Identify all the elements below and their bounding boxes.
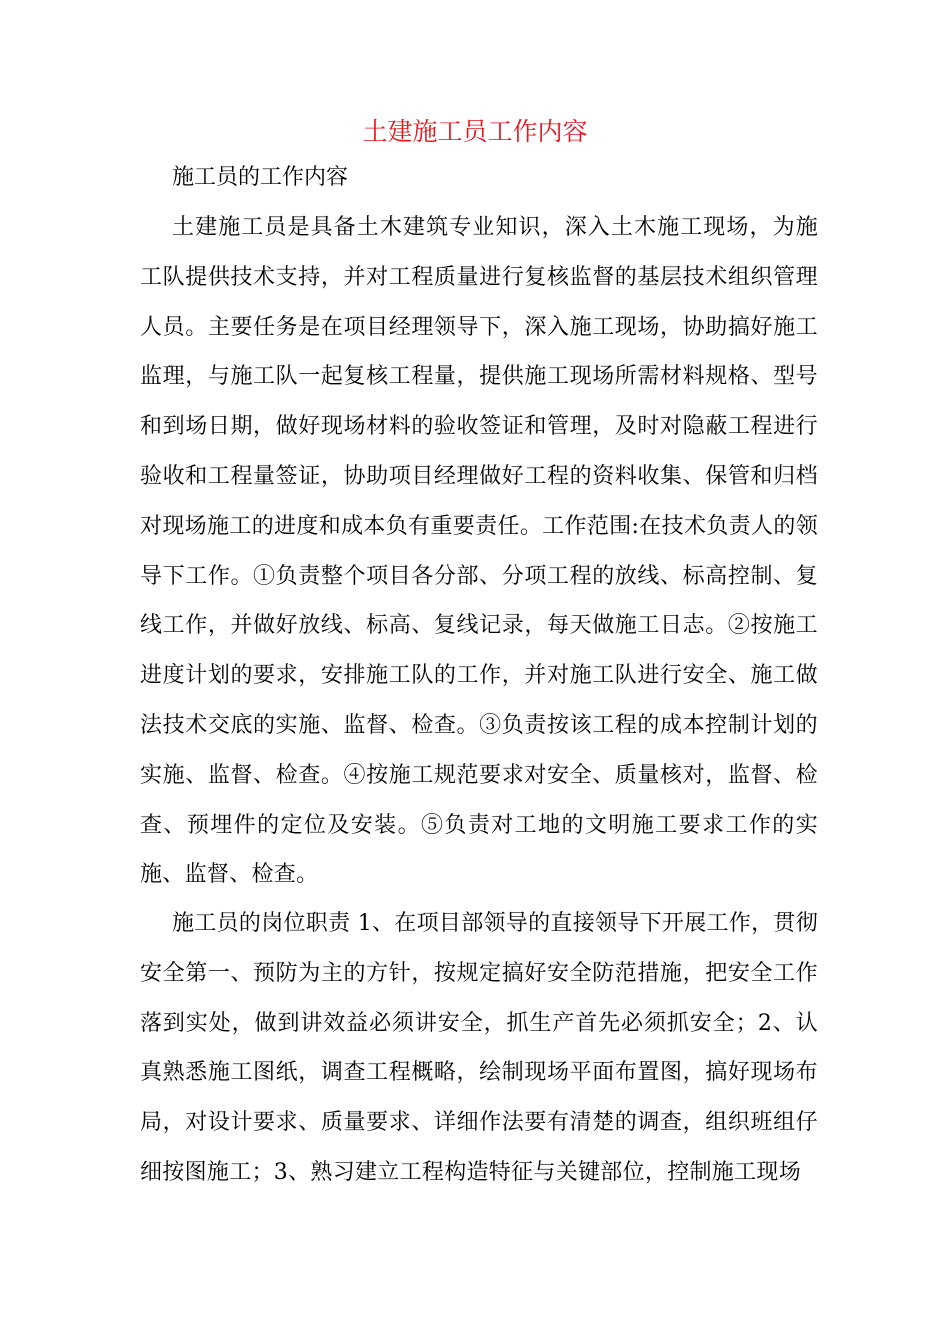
section-heading: 施工员的工作内容 <box>172 165 349 190</box>
document-title: 土建施工员工作内容 <box>362 117 588 146</box>
paragraph-job-duties: 施工员的岗位职责 1、在项目部领导的直接领导下开展工作，贯彻安全第一、预防为主的方针，按规定搞好安全防范措施，把安全工作落到实处，做到讲效益必须讲安全，抓生产首先必须抓安全；2、认真熟悉施工图纸，调查工程概略，绘制现场平面布置图，搞好现场布局，对设计要求、质量要求、详细作法要有清楚的调查，组织班组仔细按图施工；3、熟习建立工程构造特征与关键部位，控制施工现场 <box>140 911 818 1185</box>
paragraph-work-content: 土建施工员是具备土木建筑专业知识，深入土木施工现场，为施工队提供技术支持，并对工程质量进行复核监督的基层技术组织管理人员。主要任务是在项目经理领导下，深入施工现场，协助搞好施工监理，与施工队一起复核工程量，提供施工现场所需材料规格、型号和到场日期，做好现场材料的验收签证和管理，及时对隐蔽工程进行验收和工程量签证，协助项目经理做好工程的资料收集、保管和归档对现场施工的进度和成本负有重要责任。工作范围:在技术负责人的领导下工作。①负责整个项目各分部、分项工程的放线、标高控制、复线工作，并做好放线、标高、复线记录，每天做施工日志。②按施工进度计划的要求，安排施工队的工作，并对施工队进行安全、施工做法技术交底的实施、监督、检查。③负责按该工程的成本控制计划的实施、监督、检查。④按施工规范要求对安全、质量核对，监督、检查、预埋件的定位及安装。⑤负责对工地的文明施工要求工作的实施、监督、检查。 <box>140 215 818 888</box>
